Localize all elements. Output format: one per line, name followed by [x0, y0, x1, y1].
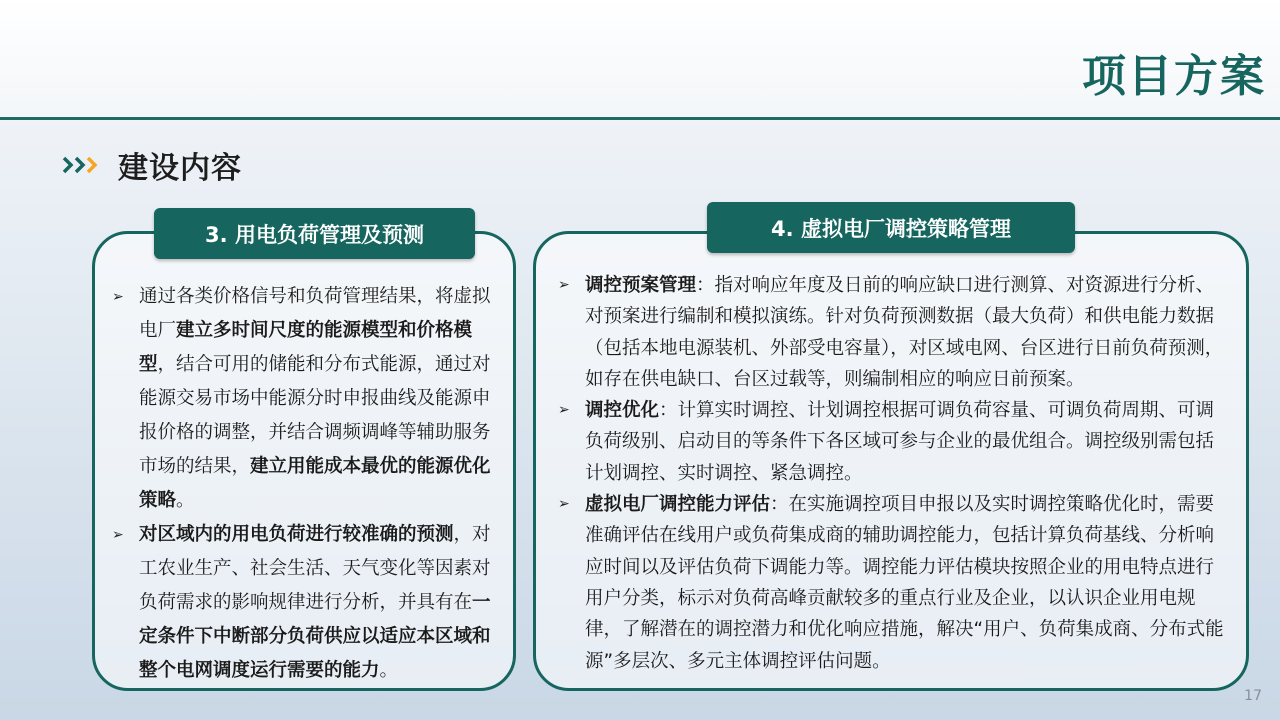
list-item [558, 395, 1228, 489]
list-item [558, 489, 1228, 677]
page-number: 17 [1244, 688, 1262, 704]
item-bold-text: 对区域内的用电负荷进行较准确的预测 [139, 524, 454, 545]
item-bold-text: 建立多时间尺度的能源模型和价格模型 [139, 320, 473, 375]
right-card-body [558, 270, 1228, 677]
item-bold-text: 调控优化 [585, 400, 660, 422]
item-text: ：计算实时调控、计划调控根据可调负荷容量、可调负荷周期、可调负荷级别、启动目的等条件下各区域可参与企业的最优组合。调控级别需包括计划调控、实时调控、紧急调控。 [585, 400, 1215, 484]
item-bold-text: 调控预案管理 [585, 275, 697, 296]
item-text: 。 [176, 490, 195, 511]
arrow-bullet-icon: ➢ [112, 289, 124, 305]
arrow-bullet-icon: ➢ [558, 496, 570, 513]
triple-chevron-icon [62, 154, 102, 176]
item-text: 通过各类价格信号和负荷管理结果，将虚拟电厂 [139, 286, 491, 341]
item-bold-text: 建立用能成本最优的能源优化策略 [139, 456, 491, 511]
item-bold-text: 虚拟电厂调控能力评估 [585, 494, 771, 516]
right-card-tab: 4. 虚拟电厂调控策略管理 [707, 202, 1075, 253]
item-text: 。 [379, 660, 399, 681]
header-divider [0, 117, 1280, 120]
section-title: 建设内容 [118, 151, 242, 186]
list-item [558, 270, 1228, 395]
item-bold-text: 一定条件下中断部分负荷供应以适应本区域和整个电网调度运行需要的能力 [139, 592, 491, 681]
arrow-bullet-icon: ➢ [112, 527, 124, 543]
page-title: 项目方案 [1082, 51, 1266, 102]
left-card-tab: 3. 用电负荷管理及预测 [154, 208, 475, 259]
arrow-bullet-icon: ➢ [558, 402, 570, 419]
left-card-body [112, 280, 497, 688]
list-item [112, 518, 497, 688]
item-text: ：在实施调控项目申报以及实时调控策略优化时，需要准确评估在线用户或负荷集成商的辅助调控能力，包括计算负荷基线、分析响应时间以及评估负荷下调能力等。调控能力评估模块按照企业的用电特点进行用户分类，标示对负荷高峰贡献较多的重点行业及企业，以认识企业用电规律，了解潜在的调控潜力和优化响应措施，解决“用户、负荷集成商、分布式能源”多层次、多元主体调控评估问题。 [585, 494, 1224, 672]
list-item [112, 280, 497, 518]
item-text: ：指对响应年度及日前的响应缺口进行测算、对资源进行分析、对预案进行编制和模拟演练。针对负荷预测数据（最大负荷）和供电能力数据（包括本地电源装机、外部受电容量），对区域电网、台区进行日前负荷预测，如存在供电缺口、台区过载等，则编制相应的响应日前预案。 [585, 275, 1224, 390]
item-text: ，对工农业生产、社会生活、天气变化等因素对负荷需求的影响规律进行分析，并具有在 [139, 524, 491, 613]
arrow-bullet-icon: ➢ [558, 277, 570, 293]
item-text: ，结合可用的储能和分布式能源，通过对能源交易市场中能源分时申报曲线及能源申报价格的调整，并结合调频调峰等辅助服务市场的结果， [139, 354, 491, 477]
section-heading [62, 143, 242, 187]
